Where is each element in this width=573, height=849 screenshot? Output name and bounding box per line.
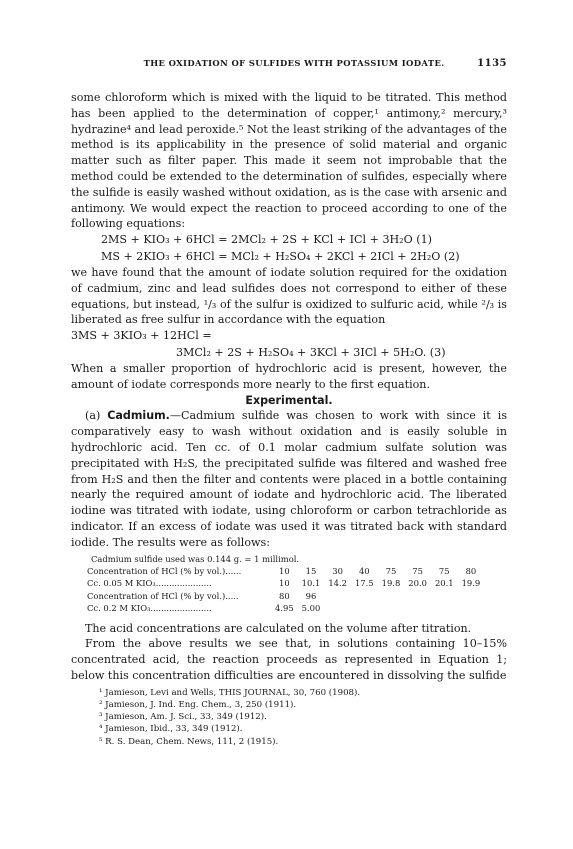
row-label: Concentration of HCl (% by vol.)..... [87, 590, 239, 601]
table-row [87, 590, 484, 602]
equation-2: MS + 2KIO₃ + 6HCl = MCl₂ + H₂SO₄ + 2KCl + 2ICl + 2H₂O (2) [101, 249, 460, 263]
section-heading: Experimental. [245, 393, 333, 407]
table-cell: 40 [358, 565, 370, 576]
table-cell: 10 [278, 578, 290, 589]
table-row [87, 602, 484, 614]
paragraph-3: When a smaller proportion of hydrochloric acid is present, however, the amount of iodate corresponds more nearly to the first equation. [71, 361, 507, 391]
table-cell: 75 [438, 565, 450, 576]
equation-1: 2MS + KIO₃ + 6HCl = 2MCl₂ + 2S + KCl + ICl + 3H₂O (1) [101, 233, 432, 247]
table-cell: 20.0 [408, 578, 427, 589]
row-label: Cc. 0.05 M KIO₃..................... [87, 578, 212, 589]
page [71, 58, 507, 748]
table-cell: 4.95 [275, 603, 294, 614]
footnote: ³ Jamieson, Am. J. Sci., 33, 349 (1912). [99, 712, 267, 723]
table-row [87, 565, 484, 577]
paragraph-5: From the above results we see that, in solutions containing 10–15% concentrated acid, the reaction proceeds as represented in Equation 1; below this concentration difficulties are encountered in dissolving the sulfide [71, 637, 507, 682]
table-cell: 75 [385, 565, 397, 576]
row-label: Cc. 0.2 M KIO₃....................... [87, 603, 212, 614]
table-cell: 80 [465, 565, 477, 576]
paragraph-2: we have found that the amount of iodate solution required for the oxidation of cadmium, zinc and lead sulfides does not correspond to either of these equations, but instead, ¹/₃ of the sulfur is oxidized to sulfuric acid, while ²/₃ is liberated as free sulfur in accordance with the equation [71, 265, 507, 327]
table-cell: 19.8 [381, 578, 401, 589]
footnote: ⁴ Jamieson, Ibid., 33, 349 (1912). [99, 724, 243, 735]
table-cell: 15 [305, 565, 317, 576]
table-cell: 96 [305, 590, 317, 601]
table-cell: 30 [332, 565, 343, 576]
footnote: ⁵ R. S. Dean, Chem. News, 111, 2 (1915). [99, 736, 279, 747]
equation-3-line-1: 3MS + 3KIO₃ + 12HCl = [71, 329, 212, 343]
table-cell: 10.1 [301, 578, 321, 589]
footnote: ¹ Jamieson, Levi and Wells, THIS JOURNAL, 30, 760 (1908). [99, 687, 361, 698]
table-cell: 75 [412, 565, 423, 576]
table-cell: 19.9 [461, 578, 481, 589]
running-header [71, 58, 507, 72]
table-cell: 17.5 [354, 578, 374, 589]
results-table [87, 553, 484, 615]
subsection-label: (a) [85, 409, 108, 423]
table-cell: 14.2 [328, 578, 347, 589]
paragraph-cadmium [71, 408, 507, 550]
paragraph-1: some chloroform which is mixed with the liquid to be titrated. This method has been applied to the determination of copper,¹ antimony,² mercury,³ hydrazine⁴ and lead peroxide.⁵ Not the least striking of the advantages of the method is its applicability in the presence of solid material and organic matter such as filter paper. This made it seem not improbable that the method could be extended to the determination of sulfides, especially where the sulfide is easily washed without oxidation, as is the case with arsenic and antimony. We would expect the reaction to proceed according to one of the following equations: [71, 91, 507, 231]
subsection-heading: Cadmium. [107, 409, 170, 423]
table-cell: 20.1 [434, 578, 454, 589]
table-row [87, 577, 484, 589]
table-cell: 80 [278, 590, 290, 601]
paragraph-cadmium-text: —Cadmium sulfide was chosen to work with since it is comparatively easy to wash without oxidation and is easily soluble in hydrochloric acid. Ten cc. of 0.1 molar cadmium sulfate solution was precipitated with H₂S, the precipitated sulfide was filtered and washed free from H₂S and then the filter and contents were placed in a bottle containing nearly the required amount of iodate and hydrochloric acid. The liberated iodine was titrated with iodate, using chloroform or carbon tetrachloride as indicator. If an excess of iodate was used it was titrated back with standard iodide. The results were as follows: [71, 409, 508, 549]
table-caption: Cadmium sulfide used was 0.144 g. = 1 millimol. [91, 553, 300, 564]
equation-3-line-2: 3MCl₂ + 2S + H₂SO₄ + 3KCl + 3ICl + 5H₂O. (3) [176, 345, 446, 359]
row-label: Concentration of HCl (% by vol.)...... [87, 565, 242, 576]
table-cell: 10 [278, 565, 290, 576]
footnote: ² Jamieson, J. Ind. Eng. Chem., 3, 250 (1911). [99, 699, 297, 710]
paragraph-4: The acid concentrations are calculated on the volume after titration. [85, 621, 472, 635]
running-title: THE OXIDATION OF SULFIDES WITH POTASSIUM IODATE. [143, 58, 445, 68]
page-number: 1135 [477, 58, 507, 69]
table-cell: 5.00 [301, 603, 321, 614]
